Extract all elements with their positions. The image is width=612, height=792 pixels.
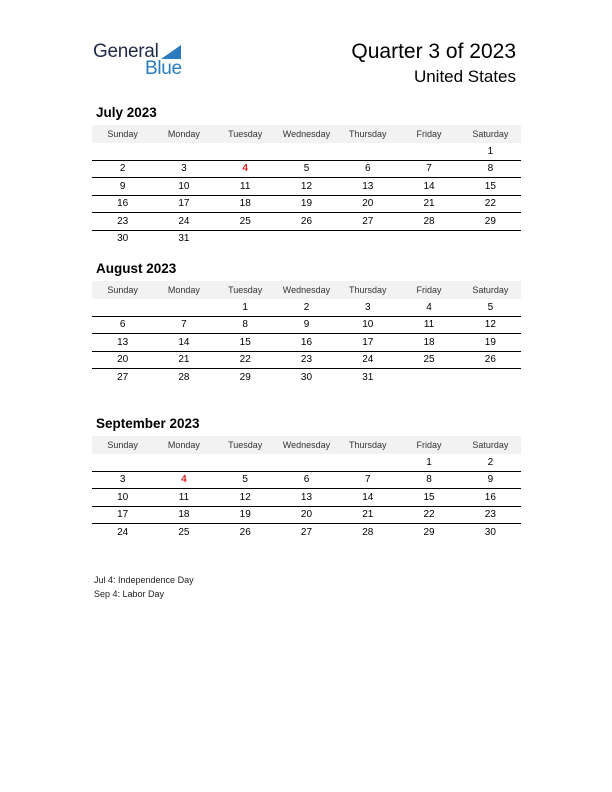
empty-day-cell bbox=[337, 230, 398, 247]
day-cell: 25 bbox=[398, 351, 459, 369]
day-cell: 27 bbox=[300, 526, 313, 538]
day-cell: 18 bbox=[398, 334, 459, 352]
day-cell: 29 bbox=[239, 371, 251, 383]
day-cell: 4 bbox=[398, 299, 459, 316]
day-cell: 30 bbox=[117, 233, 129, 245]
empty-day-cell bbox=[276, 143, 337, 160]
calendar-grid bbox=[92, 125, 521, 247]
holiday-notes bbox=[94, 573, 194, 601]
month-july bbox=[92, 103, 521, 247]
weekday-header-row bbox=[92, 436, 521, 454]
weekday-header: Tuesday bbox=[215, 436, 276, 454]
day-cell: 11 bbox=[215, 178, 276, 196]
day-cell: 15 bbox=[398, 489, 459, 507]
day-cell: 28 bbox=[398, 213, 459, 231]
weekday-header: Monday bbox=[153, 436, 214, 454]
week-row bbox=[92, 213, 521, 231]
day-cell: 22 bbox=[460, 195, 521, 213]
weekday-header-row bbox=[92, 281, 521, 299]
week-row bbox=[92, 471, 521, 489]
day-cell: 17 bbox=[337, 334, 398, 352]
month-august bbox=[92, 259, 521, 386]
day-cell: 5 bbox=[460, 299, 521, 316]
day-cell: 25 bbox=[215, 213, 276, 231]
empty-day-cell bbox=[276, 230, 337, 247]
week-row bbox=[92, 316, 521, 334]
empty-day-cell bbox=[460, 230, 521, 247]
weekday-header: Thursday bbox=[337, 125, 398, 143]
country-subtitle: United States bbox=[413, 67, 516, 86]
weekday-header: Sunday bbox=[92, 281, 153, 299]
day-cell: 13 bbox=[276, 489, 337, 507]
empty-day-cell bbox=[215, 454, 276, 471]
day-cell: 14 bbox=[398, 178, 459, 196]
empty-day-cell bbox=[153, 454, 214, 471]
day-cell: 24 bbox=[117, 526, 129, 538]
month-title: August 2023 bbox=[96, 261, 177, 276]
week-row bbox=[92, 143, 521, 160]
day-cell: 28 bbox=[362, 526, 374, 538]
day-cell: 16 bbox=[92, 195, 153, 213]
day-cell: 2 bbox=[460, 454, 521, 471]
day-cell: 23 bbox=[276, 351, 337, 369]
holiday-day-cell: 4 bbox=[153, 471, 214, 489]
holiday-note: Jul 4: Independence Day bbox=[94, 575, 194, 585]
day-cell: 10 bbox=[337, 316, 398, 334]
month-title: September 2023 bbox=[96, 416, 200, 431]
empty-day-cell bbox=[398, 230, 459, 247]
weekday-header: Tuesday bbox=[215, 281, 276, 299]
day-cell: 2 bbox=[92, 160, 153, 178]
empty-day-cell bbox=[215, 230, 276, 247]
weekday-header: Wednesday bbox=[276, 436, 337, 454]
day-cell: 22 bbox=[398, 506, 459, 524]
empty-day-cell bbox=[92, 454, 153, 471]
month-september bbox=[92, 414, 521, 541]
weekday-header: Tuesday bbox=[215, 125, 276, 143]
empty-day-cell bbox=[398, 143, 459, 160]
day-cell: 11 bbox=[153, 489, 214, 507]
day-cell: 30 bbox=[300, 371, 313, 383]
day-cell: 18 bbox=[215, 195, 276, 213]
weekday-header: Wednesday bbox=[276, 125, 337, 143]
day-cell: 15 bbox=[460, 178, 521, 196]
weekday-header: Sunday bbox=[92, 125, 153, 143]
day-cell: 21 bbox=[398, 195, 459, 213]
week-row bbox=[92, 299, 521, 316]
day-cell: 12 bbox=[215, 489, 276, 507]
empty-day-cell bbox=[92, 299, 153, 316]
empty-day-cell bbox=[337, 143, 398, 160]
holiday-note: Sep 4: Labor Day bbox=[94, 589, 165, 599]
day-cell: 7 bbox=[153, 316, 214, 334]
day-cell: 13 bbox=[337, 178, 398, 196]
weekday-header: Monday bbox=[153, 125, 214, 143]
day-cell: 21 bbox=[153, 351, 214, 369]
page-title: Quarter 3 of 2023 bbox=[351, 40, 516, 63]
day-cell: 28 bbox=[178, 371, 190, 383]
week-row bbox=[92, 351, 521, 369]
empty-day-cell bbox=[460, 369, 521, 386]
empty-day-cell bbox=[153, 143, 214, 160]
day-cell: 6 bbox=[276, 471, 337, 489]
day-cell: 20 bbox=[92, 351, 153, 369]
day-cell: 17 bbox=[153, 195, 214, 213]
calendar-grid bbox=[92, 281, 521, 386]
day-cell: 24 bbox=[153, 213, 214, 231]
day-cell: 17 bbox=[92, 506, 153, 524]
month-title: July 2023 bbox=[96, 105, 157, 120]
logo-text-blue: Blue bbox=[145, 58, 182, 79]
day-cell: 31 bbox=[362, 371, 374, 383]
day-cell: 7 bbox=[337, 471, 398, 489]
day-cell: 12 bbox=[460, 316, 521, 334]
week-row bbox=[92, 369, 521, 386]
day-cell: 15 bbox=[215, 334, 276, 352]
day-cell: 5 bbox=[276, 160, 337, 178]
day-cell: 2 bbox=[276, 299, 337, 316]
day-cell: 10 bbox=[153, 178, 214, 196]
empty-day-cell bbox=[92, 143, 153, 160]
day-cell: 25 bbox=[178, 526, 190, 538]
day-cell: 27 bbox=[337, 213, 398, 231]
day-cell: 26 bbox=[460, 351, 521, 369]
day-cell: 1 bbox=[398, 454, 459, 471]
week-row bbox=[92, 178, 521, 196]
holiday-day-cell: 4 bbox=[215, 160, 276, 178]
day-cell: 16 bbox=[276, 334, 337, 352]
day-cell: 8 bbox=[460, 160, 521, 178]
weekday-header: Friday bbox=[398, 125, 459, 143]
week-row bbox=[92, 454, 521, 471]
day-cell: 20 bbox=[276, 506, 337, 524]
day-cell: 29 bbox=[460, 213, 521, 231]
day-cell: 20 bbox=[337, 195, 398, 213]
day-cell: 1 bbox=[460, 143, 521, 160]
day-cell: 26 bbox=[239, 526, 251, 538]
day-cell: 19 bbox=[276, 195, 337, 213]
day-cell: 8 bbox=[215, 316, 276, 334]
day-cell: 7 bbox=[398, 160, 459, 178]
weekday-header: Sunday bbox=[92, 436, 153, 454]
week-row bbox=[92, 506, 521, 524]
day-cell: 21 bbox=[337, 506, 398, 524]
day-cell: 14 bbox=[153, 334, 214, 352]
weekday-header: Saturday bbox=[460, 125, 521, 143]
weekday-header-row bbox=[92, 125, 521, 143]
week-row bbox=[92, 489, 521, 507]
empty-day-cell bbox=[398, 369, 459, 386]
weekday-header: Saturday bbox=[460, 281, 521, 299]
week-row bbox=[92, 230, 521, 247]
day-cell: 3 bbox=[153, 160, 214, 178]
weekday-header: Wednesday bbox=[276, 281, 337, 299]
logo-triangle-icon bbox=[161, 45, 181, 59]
day-cell: 24 bbox=[337, 351, 398, 369]
calendar-grid bbox=[92, 436, 521, 541]
day-cell: 22 bbox=[215, 351, 276, 369]
day-cell: 8 bbox=[398, 471, 459, 489]
weekday-header: Monday bbox=[153, 281, 214, 299]
day-cell: 18 bbox=[153, 506, 214, 524]
generalblue-logo bbox=[93, 41, 193, 81]
day-cell: 29 bbox=[423, 526, 435, 538]
day-cell: 19 bbox=[460, 334, 521, 352]
weekday-header: Thursday bbox=[337, 436, 398, 454]
day-cell: 27 bbox=[117, 371, 129, 383]
day-cell: 9 bbox=[460, 471, 521, 489]
empty-day-cell bbox=[337, 454, 398, 471]
weekday-header: Thursday bbox=[337, 281, 398, 299]
empty-day-cell bbox=[215, 143, 276, 160]
empty-day-cell bbox=[276, 454, 337, 471]
day-cell: 6 bbox=[92, 316, 153, 334]
day-cell: 9 bbox=[92, 178, 153, 196]
week-row bbox=[92, 160, 521, 178]
week-row bbox=[92, 195, 521, 213]
day-cell: 12 bbox=[276, 178, 337, 196]
weekday-header: Saturday bbox=[460, 436, 521, 454]
day-cell: 26 bbox=[276, 213, 337, 231]
day-cell: 10 bbox=[92, 489, 153, 507]
day-cell: 3 bbox=[337, 299, 398, 316]
day-cell: 31 bbox=[178, 233, 190, 245]
day-cell: 5 bbox=[215, 471, 276, 489]
day-cell: 6 bbox=[337, 160, 398, 178]
day-cell: 23 bbox=[92, 213, 153, 231]
day-cell: 19 bbox=[215, 506, 276, 524]
day-cell: 9 bbox=[276, 316, 337, 334]
day-cell: 1 bbox=[215, 299, 276, 316]
weekday-header: Friday bbox=[398, 436, 459, 454]
day-cell: 14 bbox=[337, 489, 398, 507]
weekday-header: Friday bbox=[398, 281, 459, 299]
week-row bbox=[92, 334, 521, 352]
day-cell: 30 bbox=[484, 526, 496, 538]
day-cell: 23 bbox=[460, 506, 521, 524]
day-cell: 13 bbox=[92, 334, 153, 352]
day-cell: 16 bbox=[460, 489, 521, 507]
week-row bbox=[92, 524, 521, 541]
logo-text-general: General bbox=[93, 41, 159, 62]
day-cell: 11 bbox=[398, 316, 459, 334]
day-cell: 3 bbox=[92, 471, 153, 489]
empty-day-cell bbox=[153, 299, 214, 316]
